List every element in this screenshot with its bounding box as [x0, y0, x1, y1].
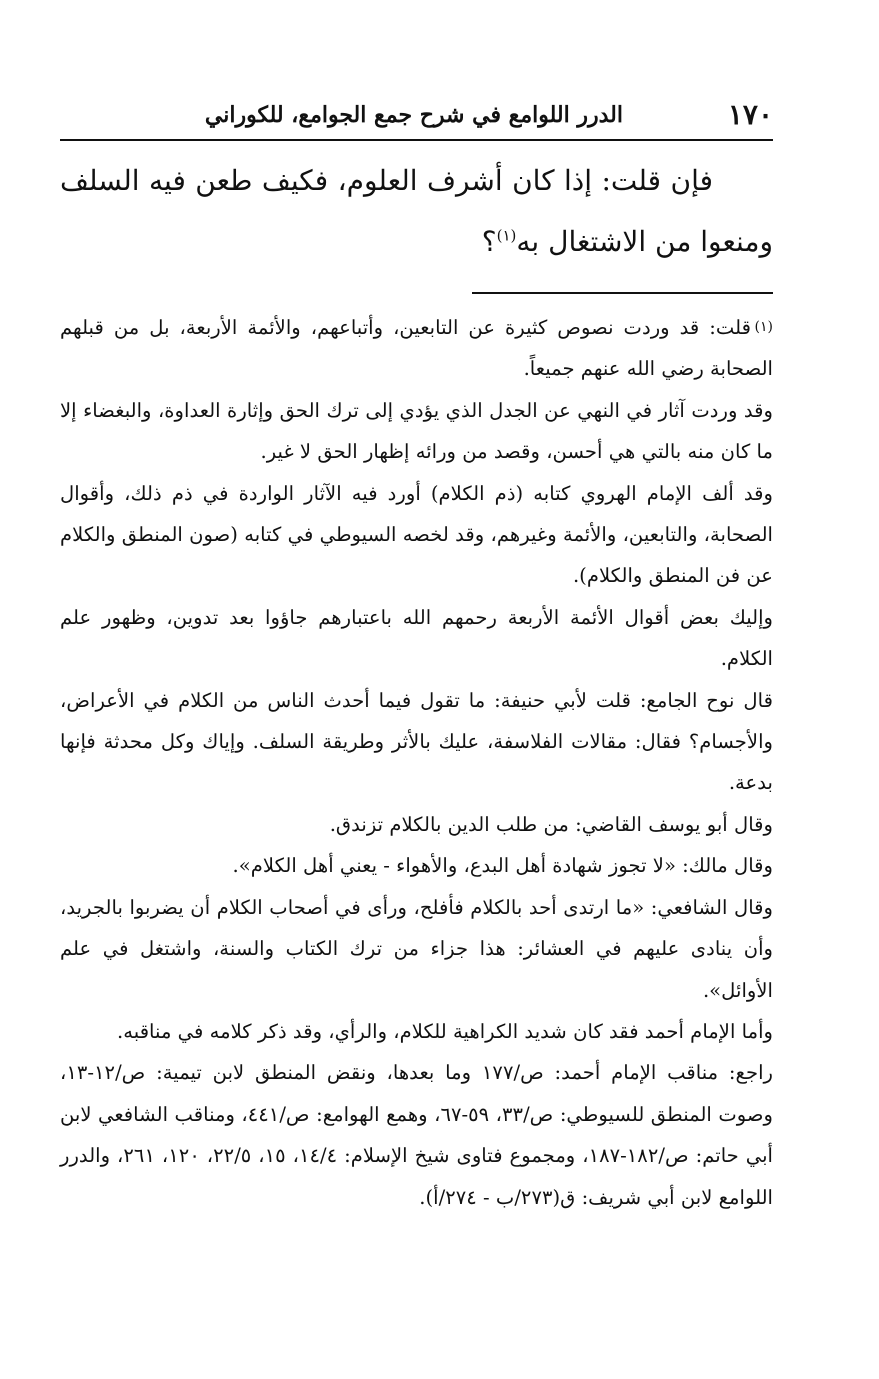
running-header: [60, 98, 773, 134]
footnote-paragraph: وقال أبو يوسف القاضي: من طلب الدين بالكلام تزندق.: [329, 812, 773, 836]
running-title: الدرر اللوامع في شرح جمع الجوامع، للكوراني: [204, 102, 623, 128]
main-text: [60, 150, 773, 272]
main-paragraph: [60, 150, 773, 272]
footnote-paragraph: راجع: مناقب الإمام أحمد: ص/١٧٧ وما بعدها، ونقض المنطق لابن تيمية: ص/١٢-١٣، وصوت المنطق للسيوطي: ص/٣٣، ٥٩-٦٧، وهمع الهوامع: ص/٤٤١، ومناقب الشافعي لابن أبي حاتم: ص/١٨٢-١٨٧، ومجموع فتاوى شيخ الإسلام: ١٤/٤، ١٥، ٢٢/٥، ١٢٠، ٢٦١، والدرر اللوامع لابن أبي شريف: ق(٢٧٣/ب - ٢٧٤/أ).: [60, 1061, 773, 1209]
footnote-reference: (١): [496, 226, 517, 245]
main-paragraph-text: فإن قلت: إذا كان أشرف العلوم، فكيف طعن فيه السلف ومنعوا من الاشتغال به: [60, 164, 773, 258]
header-divider: [60, 139, 773, 141]
footnote-paragraph: وقال مالك: «لا تجوز شهادة أهل البدع، والأهواء - يعني أهل الكلام».: [232, 854, 773, 878]
footnote-marker: (١): [754, 319, 773, 335]
footnote-paragraph: وإليك بعض أقوال الأئمة الأربعة رحمهم الله باعتبارهم جاؤوا بعد تدوين، وظهور علم الكلام.: [60, 605, 773, 671]
footnote-paragraph: قال نوح الجامع: قلت لأبي حنيفة: ما تقول فيما أحدث الناس من الكلام في الأعراض، والأجسام؟ فقال: مقالات الفلاسفة، عليك بالأثر وطريقة السلف. وإياك وكل محدثة فإنها بدعة.: [60, 688, 773, 795]
footnote-divider: [472, 292, 773, 294]
footnote-paragraph: وقد ألف الإمام الهروي كتابه (ذم الكلام) أورد فيه الآثار الواردة في ذم ذلك، وأقوال الصحابة، والتابعين، والأئمة وغيرهم، وقد لخصه السيوطي في كتابه (صون المنطق والكلام عن فن المنطق والكلام).: [60, 481, 773, 588]
main-paragraph-end: ؟: [481, 225, 497, 258]
page-number: ١٧٠: [727, 98, 773, 131]
footnote-paragraph: وقال الشافعي: «ما ارتدى أحد بالكلام فأفلح، ورأى في أصحاب الكلام أن يضربوا بالجريد، وأن ينادى عليهم في العشائر: هذا جزاء من ترك الكتاب والسنة، واشتغل في علم الأوائل».: [60, 895, 773, 1002]
footnotes: [60, 307, 773, 1218]
footnote-paragraph: [60, 307, 773, 390]
footnote-paragraph-text: قلت: قد وردت نصوص كثيرة عن التابعين، وأتباعهم، والأئمة الأربعة، بل من قبلهم الصحابة رضي الله عنهم جميعاً.: [60, 316, 773, 381]
footnote-paragraph: وأما الإمام أحمد فقد كان شديد الكراهية للكلام، والرأي، وقد ذكر كلامه في مناقبه.: [117, 1019, 773, 1043]
footnote-paragraph: وقد وردت آثار في النهي عن الجدل الذي يؤدي إلى ترك الحق وإثارة العداوة، والبغضاء إلا ما كان منه بالتي هي أحسن، وقصد من ورائه إظهار الحق لا غير.: [60, 398, 773, 464]
